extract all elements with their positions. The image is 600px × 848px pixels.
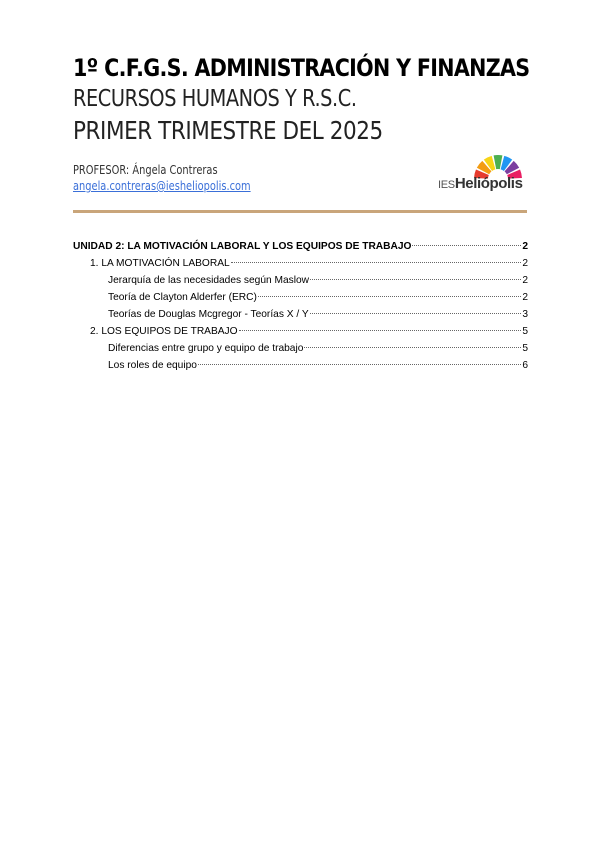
toc-leader-dots [231,261,522,263]
toc-entry-label: Diferencias entre grupo y equipo de trabajo [108,343,304,354]
document-header [73,52,533,148]
toc-entry-page: 5 [522,326,528,337]
toc-entry-page: 2 [522,275,528,286]
email-link[interactable]: angela.contreras@iesheliopolis.com [73,179,251,193]
toc-entry[interactable] [73,340,528,357]
subject-title: RECURSOS HUMANOS Y R.S.C. [73,86,357,112]
toc-leader-dots [304,346,521,348]
toc-entry-label: Teorías de Douglas Mcgregor - Teorías X / Y [108,309,309,320]
logo-wordmark [438,175,523,193]
toc-entry[interactable] [73,357,528,374]
professor-label: PROFESOR: Ángela Contreras [73,163,218,177]
toc-entry-page: 5 [522,343,528,354]
logo-arc-segment [494,155,503,169]
toc-entry-page: 2 [522,292,528,303]
toc-entry-page: 2 [522,241,528,252]
toc-entry[interactable] [73,255,528,272]
toc-entry[interactable] [73,289,528,306]
toc-entry[interactable] [73,238,528,255]
toc-leader-dots [198,363,521,365]
toc-leader-dots [412,244,521,246]
toc-leader-dots [310,312,522,314]
toc-leader-dots [310,278,521,280]
toc-entry-page: 3 [522,309,528,320]
toc-entry-label: 1. LA MOTIVACIÓN LABORAL [90,258,230,269]
toc-entry-label: UNIDAD 2: LA MOTIVACIÓN LABORAL Y LOS EQUIPOS DE TRABAJO [73,241,412,252]
toc-leader-dots [258,295,521,297]
toc-entry[interactable] [73,272,528,289]
logo-name: Heliópolis [454,175,523,192]
school-logo [438,153,530,195]
toc-entry-label: 2. LOS EQUIPOS DE TRABAJO [90,326,238,337]
toc-entry[interactable] [73,323,528,340]
term-title: PRIMER TRIMESTRE DEL 2025 [73,116,383,145]
toc-entry-page: 2 [522,258,528,269]
toc-entry-label: Los roles de equipo [108,360,197,371]
toc-entry-label: Jerarquía de las necesidades según Maslow [108,275,310,286]
course-title: 1º C.F.G.S. ADMINISTRACIÓN Y FINANZAS [73,54,530,82]
logo-prefix: IES [438,179,455,191]
toc-entry[interactable] [73,306,528,323]
toc-entry-label: Teoría de Clayton Alderfer (ERC) [108,292,257,303]
header-divider [73,210,527,213]
toc-entry-page: 6 [522,360,528,371]
table-of-contents [73,238,528,374]
toc-leader-dots [239,329,522,331]
